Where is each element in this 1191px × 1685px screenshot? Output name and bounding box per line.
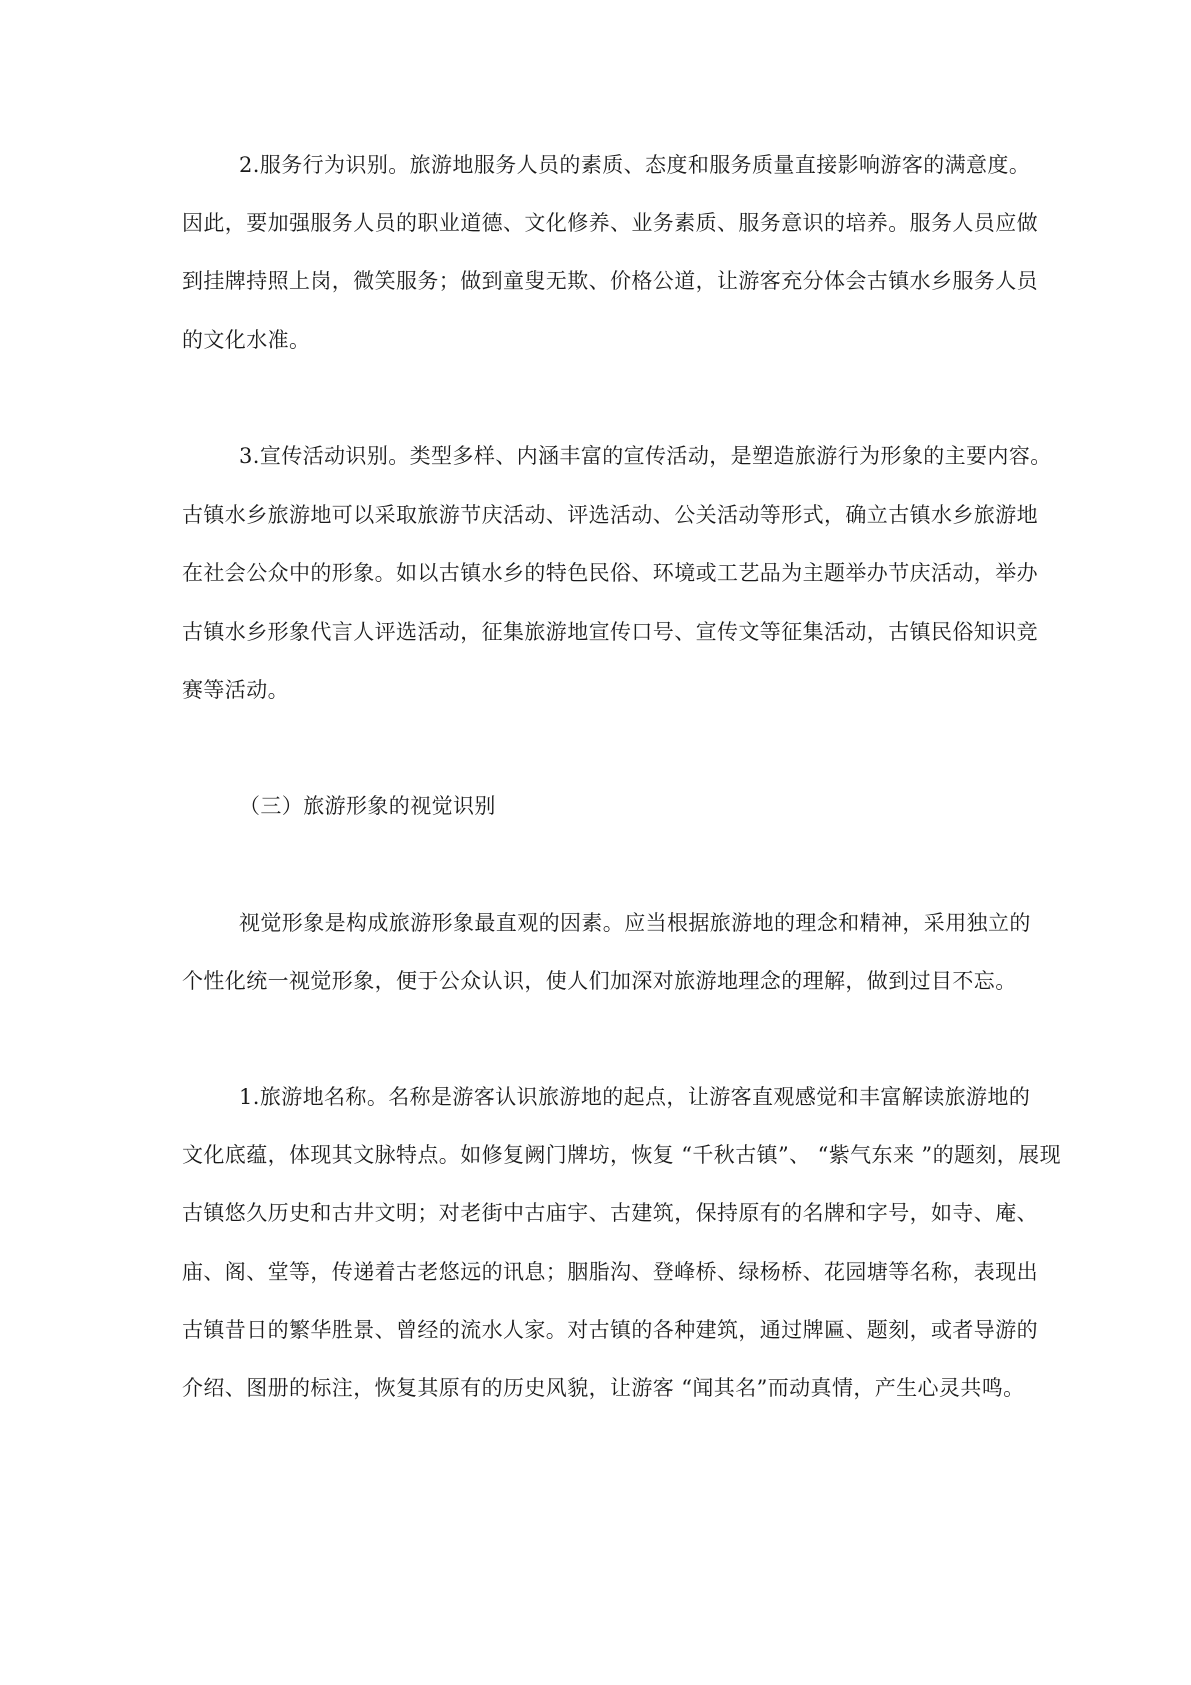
paragraph-line: 庙、阁、堂等，传递着古老悠远的讯息；胭脂沟、登峰桥、绿杨桥、花园塘等名称，表现出 xyxy=(182,1260,1038,1284)
paragraph-line: 古镇悠久历史和古井文明；对老街中古庙宇、古建筑，保持原有的名牌和字号，如寺、庵、 xyxy=(182,1201,1038,1225)
paragraph-line: 赛等活动。 xyxy=(182,678,289,702)
paragraph-line: 介绍、图册的标注，恢复其原有的历史风貌，让游客 “闻其名”而动真情，产生心灵共鸣。 xyxy=(182,1376,1025,1400)
section-heading: （三）旅游形象的视觉识别 xyxy=(239,794,496,818)
paragraph-line: 的文化水准。 xyxy=(182,328,311,352)
paragraph-line: 古镇昔日的繁华胜景、曾经的流水人家。对古镇的各种建筑，通过牌匾、题刻，或者导游的 xyxy=(182,1318,1038,1342)
paragraph-line: 个性化统一视觉形象，便于公众认识，使人们加深对旅游地理念的理解，做到过目不忘。 xyxy=(182,969,1017,993)
paragraph-line: 3.宣传活动识别。类型多样、内涵丰富的宣传活动，是塑造旅游行为形象的主要内容。 xyxy=(239,444,1052,468)
paragraph-line: 古镇水乡形象代言人评选活动，征集旅游地宣传口号、宣传文等征集活动，古镇民俗知识竞 xyxy=(182,620,1038,644)
paragraph-line: 视觉形象是构成旅游形象最直观的因素。应当根据旅游地的理念和精神，采用独立的 xyxy=(239,911,1031,935)
paragraph-line: 古镇水乡旅游地可以采取旅游节庆活动、评选活动、公关活动等形式，确立古镇水乡旅游地 xyxy=(182,503,1038,527)
paragraph-line: 因此，要加强服务人员的职业道德、文化修养、业务素质、服务意识的培养。服务人员应做 xyxy=(182,211,1038,235)
paragraph-line: 在社会公众中的形象。如以古镇水乡的特色民俗、环境或工艺品为主题举办节庆活动，举办 xyxy=(182,561,1038,585)
paragraph-line: 2.服务行为识别。旅游地服务人员的素质、态度和服务质量直接影响游客的满意度。 xyxy=(239,153,1031,177)
paragraph-line: 1.旅游地名称。名称是游客认识旅游地的起点，让游客直观感觉和丰富解读旅游地的 xyxy=(239,1085,1031,1109)
paragraph-line: 到挂牌持照上岗，微笑服务；做到童叟无欺、价格公道，让游客充分体会古镇水乡服务人员 xyxy=(182,269,1038,293)
paragraph-line: 文化底蕴，体现其文脉特点。如修复阙门牌坊，恢复 “千秋古镇”、 “紫气东来 ”的题刻，展现 xyxy=(182,1143,1061,1167)
